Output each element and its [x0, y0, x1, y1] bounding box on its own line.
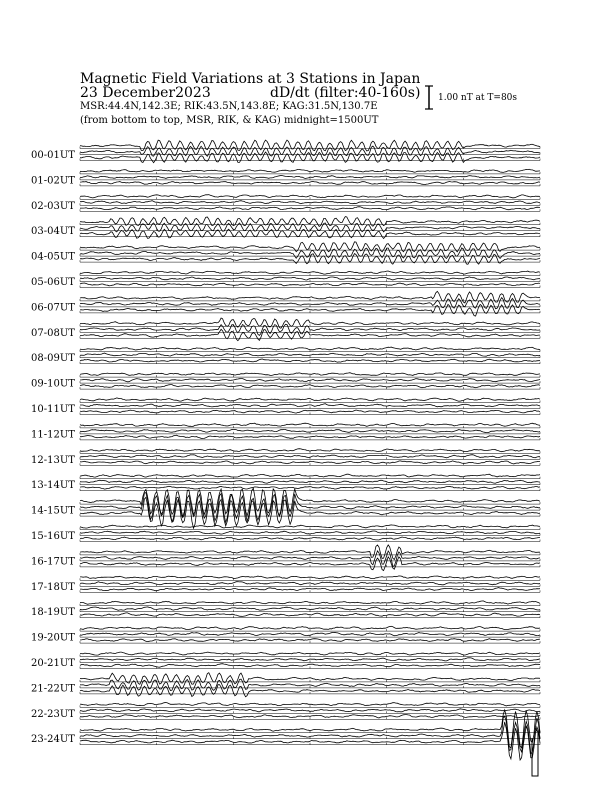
- hour-label: 00-01UT: [31, 150, 75, 161]
- trace-rik: [80, 429, 540, 432]
- trace-rik: [80, 709, 540, 712]
- hour-label: 17-18UT: [31, 581, 75, 593]
- hour-label: 13-14UT: [31, 480, 75, 492]
- hour-label: 05-06UT: [31, 277, 75, 288]
- hour-label: 21-22UT: [31, 683, 75, 695]
- hour-label: 12-13UT: [31, 454, 75, 466]
- hour-label: 01-02UT: [31, 175, 75, 187]
- hour-label: 22-23UT: [31, 708, 75, 720]
- trace-msr: [80, 474, 540, 477]
- hour-label: 11-12UT: [31, 429, 75, 441]
- hour-label: 04-05UT: [31, 251, 75, 263]
- trace-kag: [80, 207, 540, 210]
- trace-kag: [80, 722, 540, 760]
- trace-kag: [80, 588, 540, 591]
- trace-msr: [80, 449, 540, 452]
- trace-rik: [80, 201, 540, 204]
- hour-label: 16-17UT: [31, 556, 75, 568]
- chart-date: 23 December2023: [80, 85, 211, 101]
- hour-label: 19-20UT: [31, 632, 75, 644]
- hour-label: 15-16UT: [31, 531, 75, 542]
- trace-kag: [80, 486, 540, 489]
- trace-msr: [80, 373, 540, 376]
- trace-rik: [80, 658, 540, 661]
- trace-msr: [80, 626, 540, 629]
- chart-quantity: dD/dt (filter:40-160s): [270, 85, 421, 101]
- station-coordinates: MSR:44.4N,142.3E; RIK:43.5N,143.8E; KAG:31.5N,130.7E: [80, 101, 378, 112]
- trace-rik: [80, 455, 540, 458]
- trace-rik: [80, 632, 540, 635]
- hour-label: 09-10UT: [31, 378, 75, 390]
- trace-rik: [80, 404, 540, 407]
- trace-msr: [80, 242, 540, 252]
- hour-label: 10-11UT: [31, 404, 75, 415]
- trace-rik: [80, 531, 540, 534]
- chart-title: Magnetic Field Variations at 3 Stations in Japan: [80, 71, 421, 87]
- trace-msr: [80, 347, 540, 350]
- hour-label: 02-03UT: [31, 200, 75, 212]
- hour-label: 14-15UT: [31, 505, 75, 517]
- hour-label: 08-09UT: [31, 353, 75, 365]
- trace-msr: [80, 318, 540, 328]
- trace-kag: [80, 283, 540, 286]
- scale-bar: [425, 86, 433, 109]
- hour-label: 18-19UT: [31, 607, 75, 619]
- hour-label: 06-07UT: [31, 302, 75, 314]
- trace-msr: [80, 576, 540, 579]
- hour-label: 07-08UT: [31, 327, 75, 339]
- trace-rik: [80, 607, 540, 610]
- station-order-note: (from bottom to top, MSR, RIK, & KAG) midnight=1500UT: [80, 115, 379, 126]
- scale-bar-label: 1.00 nT at T=80s: [438, 93, 518, 103]
- trace-msr: [80, 673, 540, 685]
- trace-kag: [80, 497, 540, 528]
- hour-label: 20-21UT: [31, 658, 75, 669]
- trace-rik: [80, 716, 540, 753]
- hour-label: 03-04UT: [31, 226, 75, 238]
- hour-label: 23-24UT: [31, 734, 75, 746]
